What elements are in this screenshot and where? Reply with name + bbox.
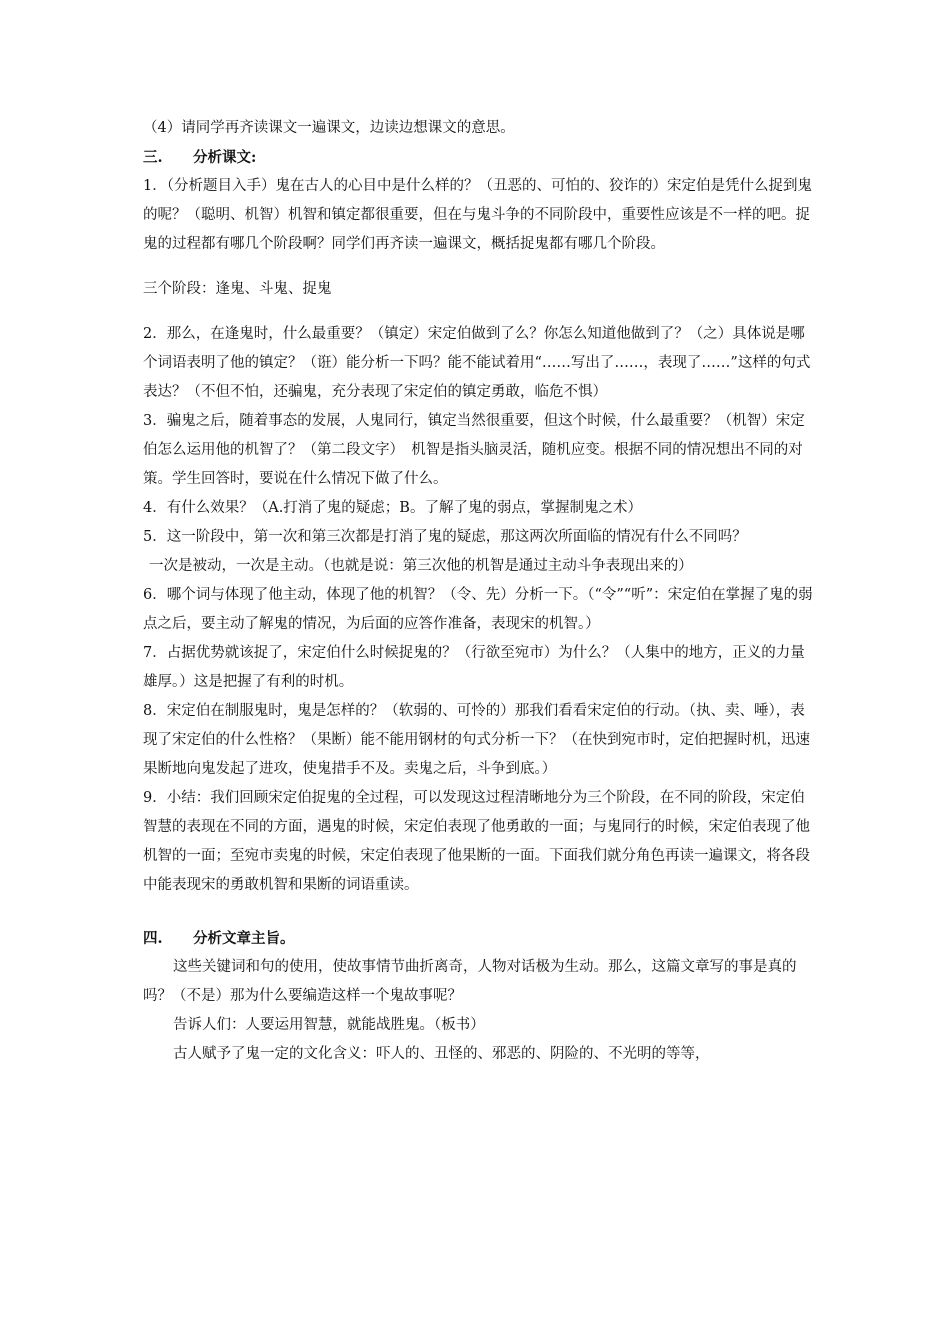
section-4-paragraph-3: 古人赋予了鬼一定的文化含义：吓人的、丑怪的、邪恶的、阴险的、不光明的等等，: [173, 1046, 710, 1062]
intro-paragraph: （4）请同学再齐读课文一遍课文，边读边想课文的意思。: [143, 120, 515, 136]
section-4-title: 分析文章主旨。: [193, 930, 295, 947]
section-3-paragraph-4: 4．有什么效果？（A.打消了鬼的疑虑；B。了解了鬼的弱点，掌握制鬼之术）: [143, 500, 642, 516]
section-3-heading: [143, 143, 819, 172]
section-3-paragraph-7: 7．占据优势就该捉了，宋定伯什么时候捉鬼的？（行欲至宛市）为什么？（人集中的地方，正义的力量雄厚。）这是把握了有利的时机。: [143, 645, 805, 690]
section-3-paragraph-5: 5．这一阶段中，第一次和第三次都是打消了鬼的疑虑，那这两次所面临的情况有什么不同吗？: [143, 529, 747, 545]
section-3-paragraph-2: 2．那么，在逢鬼时，什么最重要？（镇定）宋定伯做到了么？你怎么知道他做到了？（之）具体说是哪个词语表明了他的镇定？（诳）能分析一下吗？能不能试着用“……写出了……，表现了……”这样的句式表达？（不但不怕，还骗鬼，充分表现了宋定伯的镇定勇敢，临危不惧）: [143, 326, 811, 400]
section-3-paragraph-3: 3．骗鬼之后，随着事态的发展，人鬼同行，镇定当然很重要，但这个时候，什么最重要？（机智）宋定伯怎么运用他的机智了？（第二段文字） 机智是指头脑灵活，随机应变。根据不同的情况想出不同的对策。学生回答时，要说在什么情况下做了什么。: [143, 413, 805, 487]
document-body: [143, 114, 819, 1069]
section-3-paragraph-5b: 一次是被动，一次是主动。（也就是说：第三次他的机智是通过主动斗争表现出来的）: [149, 558, 693, 574]
section-4-number: 四.: [143, 930, 163, 947]
section-3-title: 分析课文:: [193, 149, 257, 166]
section-4-heading: [143, 924, 819, 953]
section-3-paragraph-9: 9．小结：我们回顾宋定伯捉鬼的全过程，可以发现这过程清晰地分为三个阶段，在不同的阶段，宋定伯智慧的表现在不同的方面，遇鬼的时候，宋定伯表现了他勇敢的一面；与鬼同行的时候，宋定伯表现了他机智的一面；至宛市卖鬼的时候，宋定伯表现了他果断的一面。下面我们就分角色再读一遍课文，将各段中能表现宋的勇敢机智和果断的词语重读。: [143, 790, 810, 893]
section-4-paragraph-2: 告诉人们：人要运用智慧，就能战胜鬼。（板书）: [173, 1017, 485, 1033]
section-3-paragraph-8: 8．宋定伯在制服鬼时，鬼是怎样的？（软弱的、可怜的）那我们看看宋定伯的行动。（执、卖、唾），表现了宋定伯的什么性格？（果断）能不能用钢材的句式分析一下？（在快到宛市时，定伯把握时机，迅速果断地向鬼发起了进攻，使鬼措手不及。卖鬼之后，斗争到底。）: [143, 703, 810, 777]
section-3-paragraph-1: 1．（分析题目入手）鬼在古人的心目中是什么样的？（丑恶的、可怕的、狡诈的）宋定伯是凭什么捉到鬼的呢？（聪明、机智）机智和镇定都很重要，但在与鬼斗争的不同阶段中，重要性应该是不一样的吧。捉鬼的过程都有哪几个阶段啊？同学们再齐读一遍课文，概括捉鬼都有哪几个阶段。: [143, 178, 812, 252]
section-3-number: 三.: [143, 149, 163, 166]
section-4-paragraph-1: 这些关键词和句的使用，使故事情节曲折离奇，人物对话极为生动。那么，这篇文章写的事是真的吗？（不是）那为什么要编造这样一个鬼故事呢？: [143, 959, 797, 1004]
section-3-stages: 三个阶段：逢鬼、斗鬼、捉鬼: [143, 281, 332, 297]
section-3-paragraph-6: 6．哪个词与体现了他主动，体现了他的机智？（令、先）分析一下。（“令”“听”：宋定伯在掌握了鬼的弱点之后，要主动了解鬼的情况，为后面的应答作准备，表现宋的机智。）: [143, 587, 813, 632]
